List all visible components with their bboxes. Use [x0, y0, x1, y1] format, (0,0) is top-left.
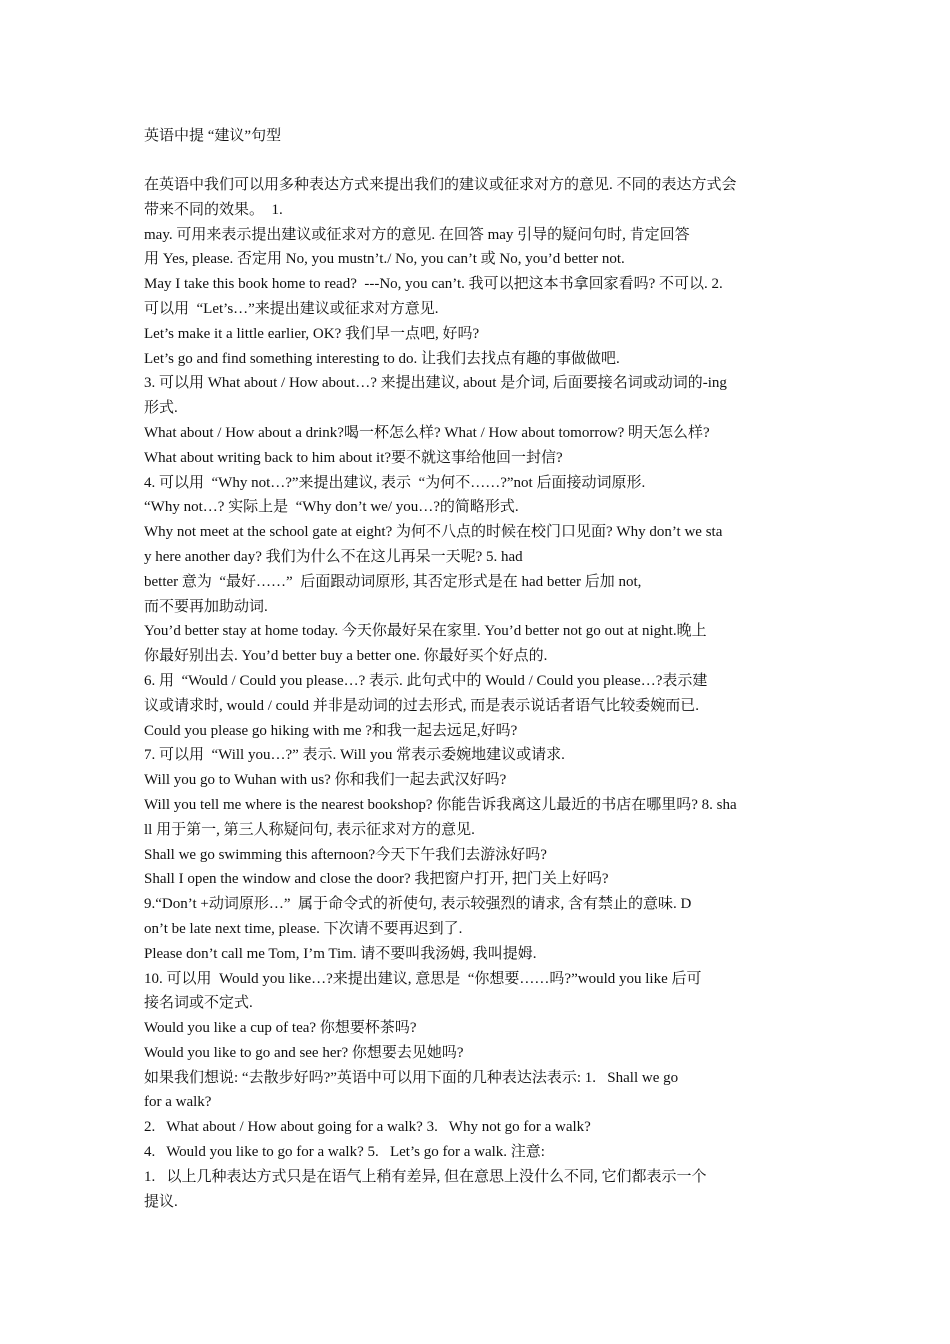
body-line: 带来不同的效果。 1.	[144, 201, 283, 218]
body-line: Will you tell me where is the nearest bookshop? 你能告诉我离这儿最近的书店在哪里吗? 8. sha	[144, 796, 737, 813]
body-line: What about writing back to him about it?要不就这事给他回一封信?	[144, 449, 563, 466]
body-line: 6. 用 “Would / Could you please…? 表示. 此句式中的 Would / Could you please…?表示建	[144, 672, 708, 689]
body-line: 1. 以上几种表达方式只是在语气上稍有差异, 但在意思上没什么不同, 它们都表示一个	[144, 1168, 707, 1185]
body-line: for a walk?	[144, 1094, 212, 1111]
body-line: Would you like a cup of tea? 你想要杯茶吗?	[144, 1020, 417, 1037]
body-line: 4. 可以用 “Why not…?”来提出建议, 表示 “为何不……?”not 后面接动词原形.	[144, 474, 646, 491]
body-line: Shall we go swimming this afternoon?今天下午我们去游泳好吗?	[144, 846, 547, 863]
body-line: y here another day? 我们为什么不在这儿再呆一天呢? 5. had	[144, 548, 523, 565]
body-line: 10. 可以用 Would you like…?来提出建议, 意思是 “你想要……吗?”would you like 后可	[144, 970, 702, 987]
body-line: Will you go to Wuhan with us? 你和我们一起去武汉好吗?	[144, 772, 507, 789]
body-line: 你最好别出去. You’d better buy a better one. 你最好买个好点的.	[144, 648, 548, 665]
body-line: May I take this book home to read? ---No, you can’t. 我可以把这本书拿回家看吗? 不可以. 2.	[144, 276, 723, 293]
body-line: Please don’t call me Tom, I’m Tim. 请不要叫我汤姆, 我叫提姆.	[144, 945, 537, 962]
document-title: 英语中提 “建议”句型	[144, 128, 282, 144]
body-line: Could you please go hiking with me ?和我一起去远足,好吗?	[144, 722, 518, 739]
body-line: may. 可用来表示提出建议或征求对方的意见. 在回答 may 引导的疑问句时, 肯定回答	[144, 226, 690, 243]
body-line: 如果我们想说: “去散步好吗?”英语中可以用下面的几种表达法表示: 1. Shall we go	[144, 1069, 679, 1086]
body-line: 在英语中我们可以用多种表达方式来提出我们的建议或征求对方的意见. 不同的表达方式会	[144, 177, 737, 193]
body-line: on’t be late next time, please. 下次请不要再迟到了.	[144, 920, 463, 937]
body-line: You’d better stay at home today. 今天你最好呆在家里. You’d better not go out at night.晚上	[144, 623, 707, 640]
body-line: 可以用 “Let’s…”来提出建议或征求对方意见.	[144, 300, 439, 317]
body-line: 接名词或不定式.	[144, 995, 253, 1012]
body-line: ll 用于第一, 第三人称疑问句, 表示征求对方的意见.	[144, 821, 475, 838]
body-line: 2. What about / How about going for a walk? 3. Why not go for a walk?	[144, 1119, 591, 1136]
body-line: 4. Would you like to go for a walk? 5. Let’s go for a walk. 注意:	[144, 1144, 545, 1161]
body-line: Would you like to go and see her? 你想要去见她吗?	[144, 1044, 464, 1061]
body-line: 用 Yes, please. 否定用 No, you mustn’t./ No, you can’t 或 No, you’d better not.	[144, 251, 625, 268]
body-line: 7. 可以用 “Will you…?” 表示. Will you 常表示委婉地建议或请求.	[144, 747, 565, 764]
body-line: Shall I open the window and close the door? 我把窗户打开, 把门关上好吗?	[144, 871, 609, 888]
body-line: better 意为 “最好……” 后面跟动词原形, 其否定形式是在 had better 后加 not,	[144, 573, 642, 590]
body-line: Why not meet at the school gate at eight? 为何不八点的时候在校门口见面? Why don’t we sta	[144, 524, 723, 541]
body-line: What about / How about a drink?喝一杯怎么样? What / How about tomorrow? 明天怎么样?	[144, 424, 710, 441]
body-line: 9.“Don’t +动词原形…” 属于命令式的祈使句, 表示较强烈的请求, 含有禁止的意味. D	[144, 896, 692, 913]
document-page	[144, 124, 810, 1214]
body-line: “Why not…? 实际上是 “Why don’t we/ you…?的简略形式.	[144, 499, 519, 516]
body-line: 3. 可以用 What about / How about…? 来提出建议, about 是介词, 后面要接名词或动词的-ing	[144, 375, 727, 392]
body-line: 而不要再加助动词.	[144, 598, 268, 615]
body-line: 提议.	[144, 1193, 178, 1210]
document-body	[144, 173, 810, 1214]
body-line: Let’s go and find something interesting to do. 让我们去找点有趣的事做做吧.	[144, 350, 620, 367]
body-line: 议或请求时, would / could 并非是动词的过去形式, 而是表示说话者语气比较委婉而已.	[144, 697, 699, 714]
body-line: 形式.	[144, 400, 178, 417]
body-line: Let’s make it a little earlier, OK? 我们早一点吧, 好吗?	[144, 325, 480, 342]
